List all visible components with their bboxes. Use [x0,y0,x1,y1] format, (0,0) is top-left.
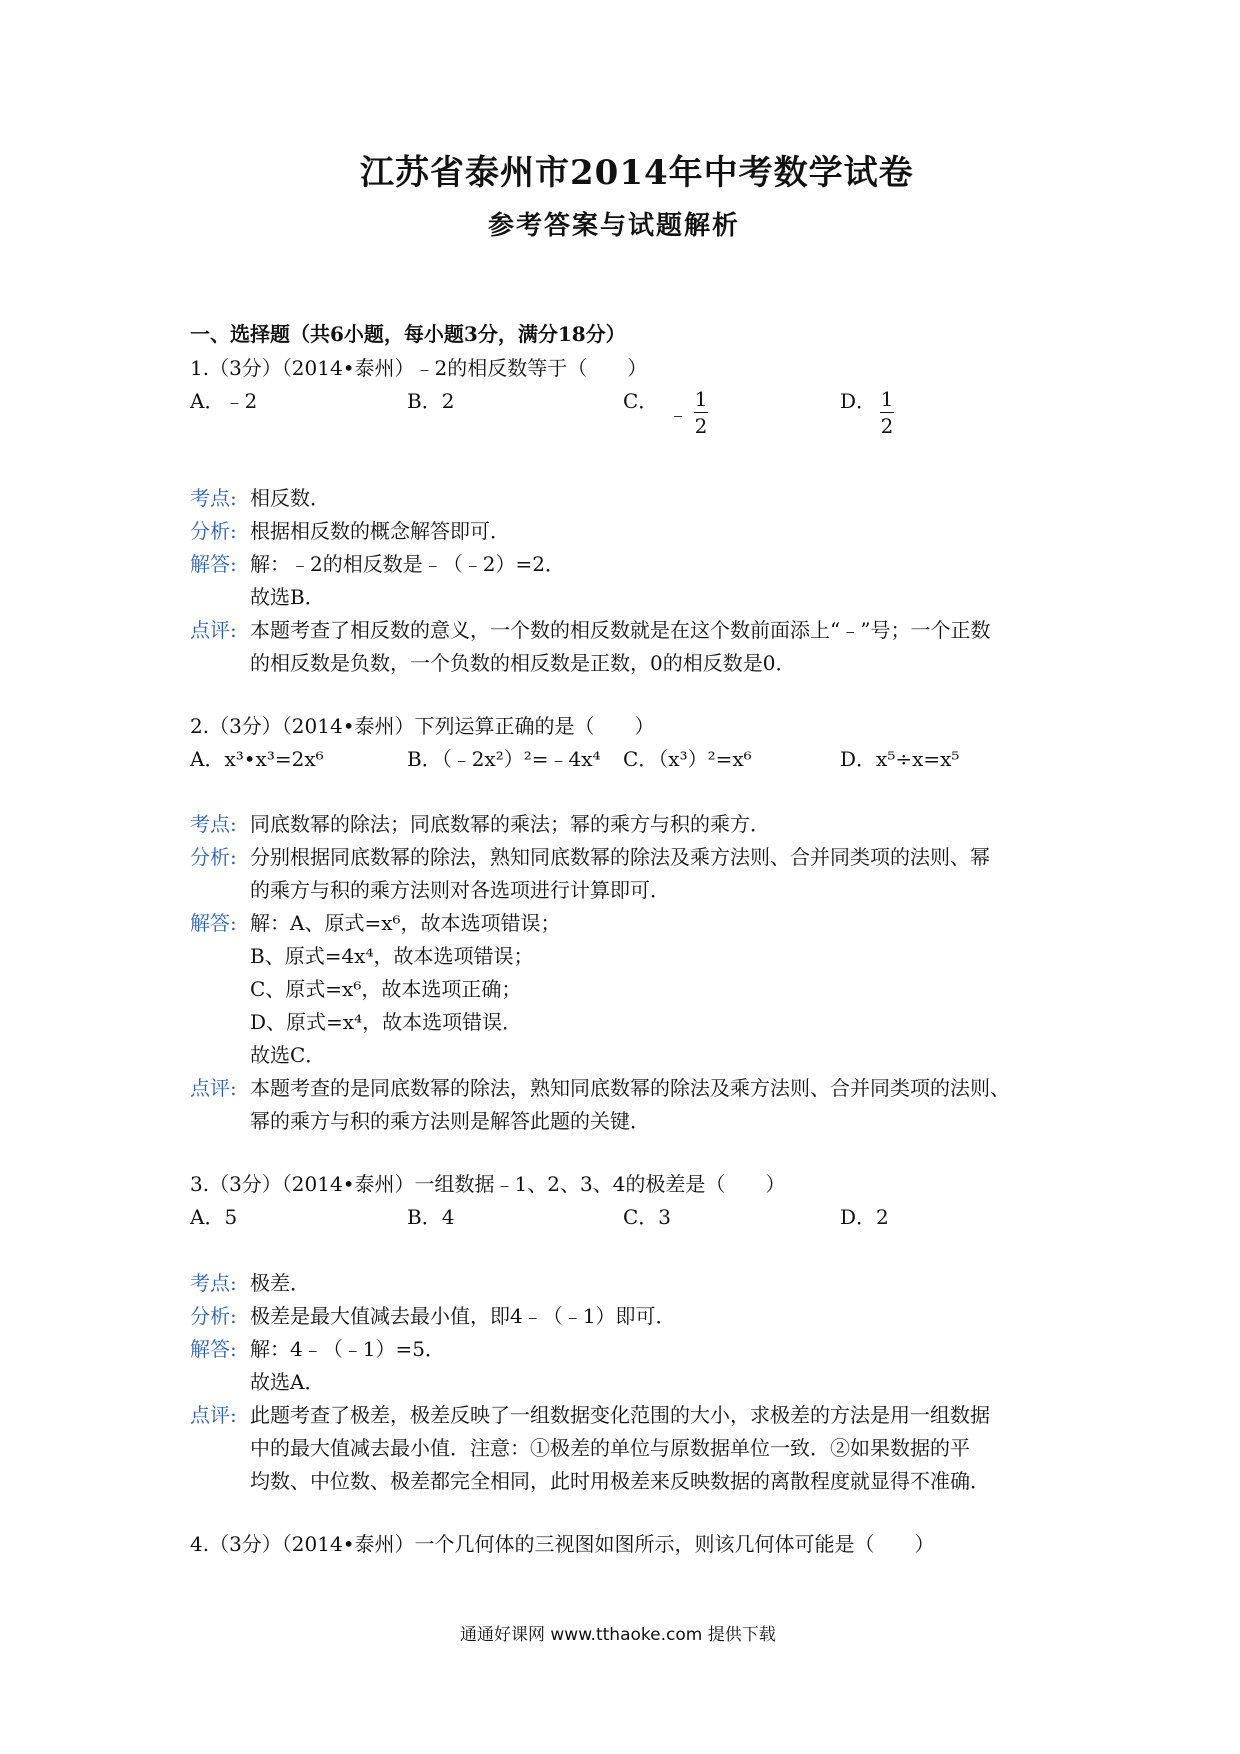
denominator: 2 [880,414,894,438]
kaodian-label: 考点: [190,486,237,510]
q2-option-b: B．（﹣2x²）²=﹣4x⁴ [407,747,601,771]
kaodian-label: 考点: [190,812,237,836]
q1-option-a: A．﹣2 [190,389,258,413]
q2-jieda-line-3: C、原式=x⁶，故本选项正确； [250,977,522,1001]
q2-jieda-line-1: 解：A、原式=x⁶，故本选项错误； [250,911,561,935]
page-footer: 通通好课网 www.tthaoke.com 提供下载 [460,1625,776,1645]
q1-option-b: B．2 [407,389,455,413]
q2-fenxi-line-1: 分别根据同底数幂的除法，熟知同底数幂的除法及乘方法则、合并同类项的法则、幂 [250,845,990,869]
question-4-stem: 4.（3分）（2014•泰州）一个几何体的三视图如图所示，则该几何体可能是（ ） [190,1532,935,1556]
fenxi-label: 分析: [190,1304,237,1328]
numerator: 1 [694,387,708,411]
q1-kaodian: 相反数． [250,486,330,510]
page-subtitle: 参考答案与试题解析 [488,211,741,241]
q1-option-d [840,385,876,414]
q2-option-a: A．x³•x³=2x⁶ [190,747,324,771]
fraction [880,388,894,437]
q3-option-b: B．4 [407,1205,455,1229]
q3-kaodian: 极差． [250,1271,310,1295]
q1-dianping-line-1: 本题考查了相反数的意义，一个数的相反数就是在这个数前面添上“﹣”号；一个正数 [250,618,991,642]
fenxi-label: 分析: [190,845,237,869]
jieda-label: 解答: [190,552,237,576]
q3-dianping-line-3: 均数、中位数、极差都完全相同，此时用极差来反映数据的离散程度就显得不准确． [250,1469,990,1493]
dianping-label: 点评: [190,618,237,642]
question-3-stem: 3.（3分）（2014•泰州）一组数据﹣1、2、3、4的极差是（ ） [190,1172,786,1196]
q3-option-c: C．3 [623,1205,672,1229]
q1-fenxi: 根据相反数的概念解答即可． [250,519,510,543]
q1-option-d-fraction [880,388,894,437]
q1-option-c-fraction [668,388,708,437]
fenxi-label: 分析: [190,519,237,543]
q3-option-a: A．5 [190,1205,238,1229]
question-1-stem: 1.（3分）（2014•泰州）﹣2的相反数等于（ ） [190,356,648,380]
fraction [694,388,708,437]
q3-dianping-line-1: 此题考查了极差，极差反映了一组数据变化范围的大小，求极差的方法是用一组数据 [250,1403,990,1427]
q2-option-d: D．x⁵÷x=x⁵ [840,747,960,771]
fraction-bar [880,412,894,413]
section-heading: 一、选择题（共6小题，每小题3分，满分18分） [190,322,626,346]
numerator: 1 [880,387,894,411]
q2-jieda-line-2: B、原式=4x⁴，故本选项错误； [250,944,534,968]
q3-jieda-line-2: 故选A． [250,1370,325,1394]
q2-jieda-line-4: D、原式=x⁴，故本选项错误． [250,1010,523,1034]
q3-jieda-line-1: 解：4﹣（﹣1）=5． [250,1337,445,1361]
page-title: 江苏省泰州市2014年中考数学试卷 [360,153,914,193]
q2-option-c: C．（x³）²=x⁶ [623,747,752,771]
q2-dianping-line-1: 本题考查的是同底数幂的除法，熟知同底数幂的除法及乘方法则、合并同类项的法则、 [250,1076,1010,1100]
q3-fenxi: 极差是最大值减去最小值，即4﹣（﹣1）即可． [250,1304,676,1328]
q3-option-d: D．2 [840,1205,889,1229]
q1-option-c-sign: ﹣ [668,402,688,426]
q2-kaodian: 同底数幂的除法；同底数幂的乘法；幂的乘方与积的乘方． [250,812,770,836]
q1-option-d-label: D． [840,389,877,413]
dianping-label: 点评: [190,1403,237,1427]
q2-fenxi-line-2: 的乘方与积的乘方法则对各选项进行计算即可． [250,878,670,902]
q1-option-c-label: C． [623,389,659,413]
q1-dianping-line-2: 的相反数是负数，一个负数的相反数是正数，0的相反数是0． [250,651,796,675]
fraction-bar [694,412,708,413]
q1-jieda-line-2: 故选B． [250,585,325,609]
dianping-label: 点评: [190,1076,237,1100]
q1-option-c [623,385,658,414]
question-2-stem: 2.（3分）（2014•泰州）下列运算正确的是（ ） [190,714,655,738]
q1-jieda-line-1: 解：﹣2的相反数是﹣（﹣2）=2． [250,552,565,576]
jieda-label: 解答: [190,911,237,935]
q2-jieda-line-5: 故选C． [250,1043,326,1067]
jieda-label: 解答: [190,1337,237,1361]
denominator: 2 [694,414,708,438]
kaodian-label: 考点: [190,1271,237,1295]
q3-dianping-line-2: 中的最大值减去最小值．注意：①极差的单位与原数据单位一致．②如果数据的平 [250,1436,970,1460]
q2-dianping-line-2: 幂的乘方与积的乘方法则是解答此题的关键． [250,1109,650,1133]
